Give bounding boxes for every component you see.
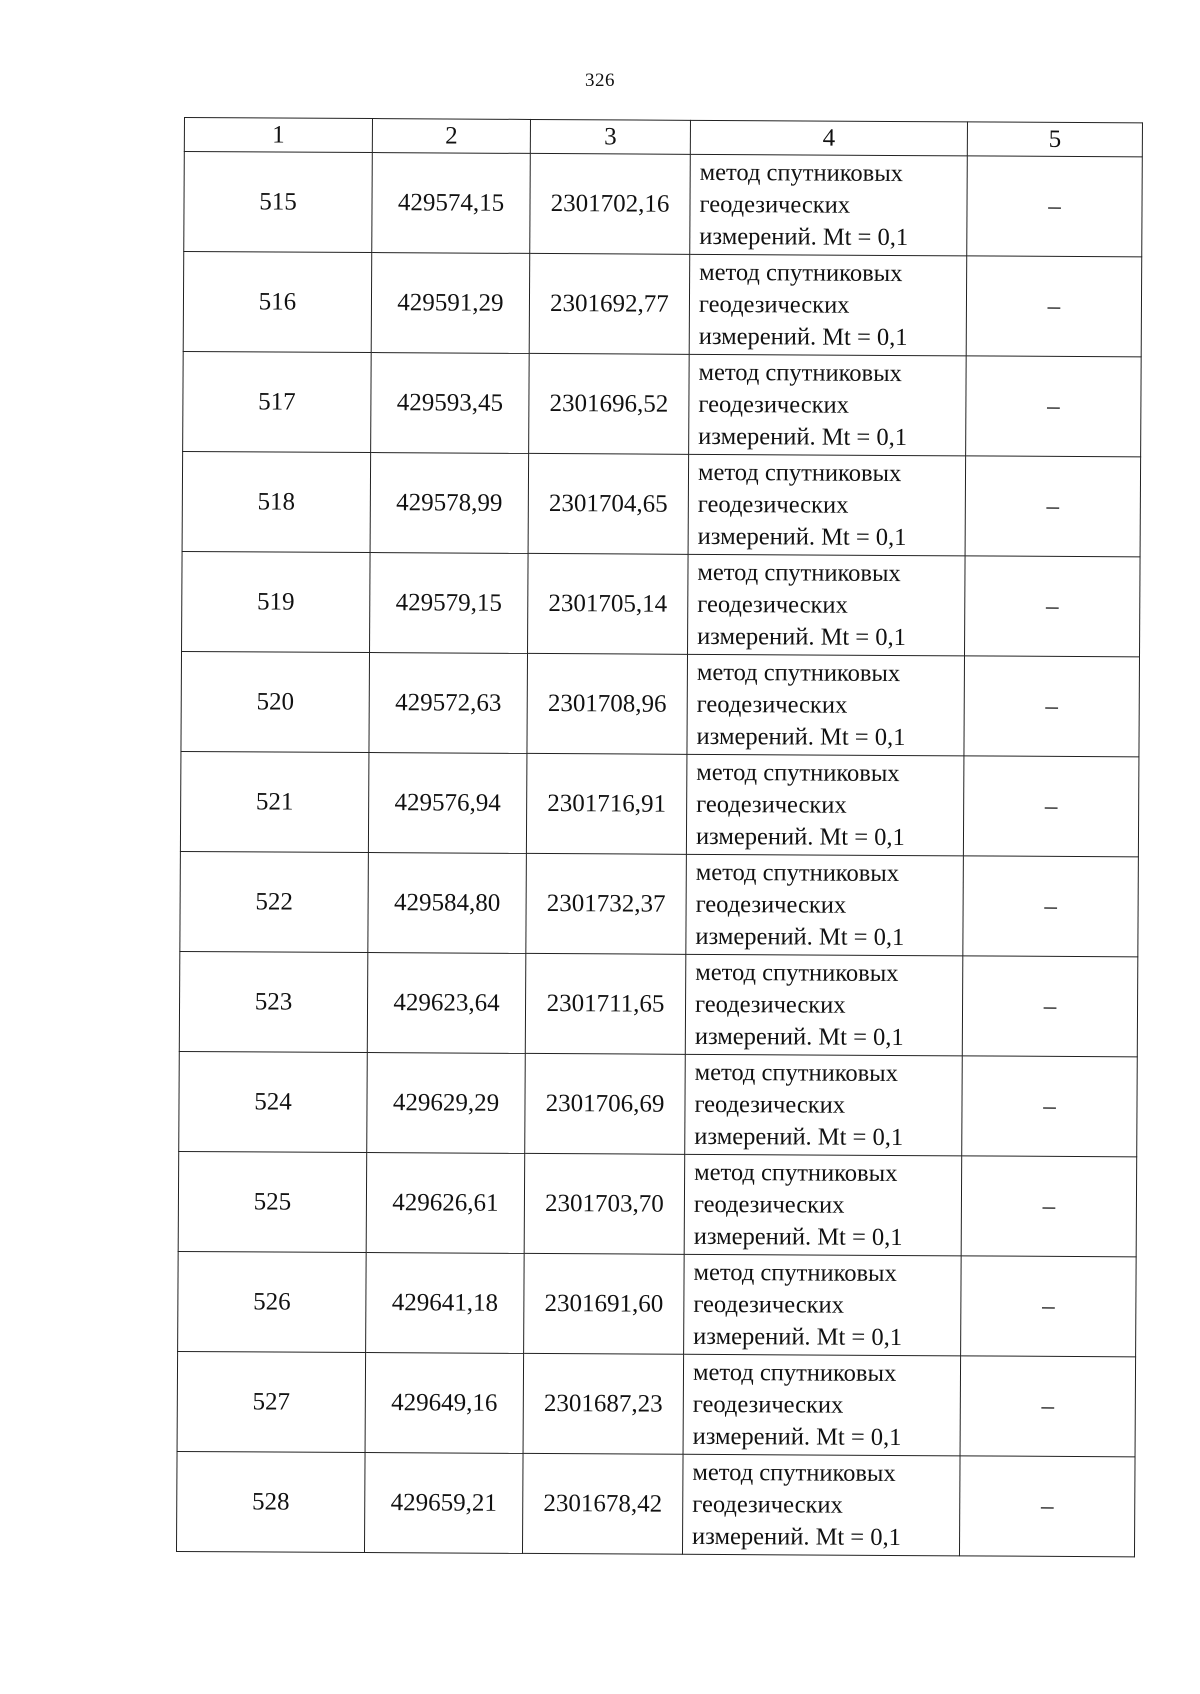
header-row (184, 118, 1142, 157)
x-coordinate-cell: 429623,64 (367, 953, 526, 1054)
method-line: измерений. Mt = 0,1 (699, 222, 909, 251)
method-line: измерений. Mt = 0,1 (693, 1222, 903, 1251)
method-line: метод спутниковых (697, 558, 901, 587)
point-number-cell: 516 (183, 252, 372, 353)
x-coordinate-cell: 429629,29 (367, 1053, 526, 1154)
x-coordinate-cell: 429649,16 (365, 1353, 524, 1454)
method-line: измерений. Mt = 0,1 (696, 722, 906, 751)
y-coordinate-cell: 2301708,96 (527, 653, 688, 754)
method-line: метод спутниковых (697, 458, 902, 487)
header-cell-2: 2 (372, 119, 530, 154)
y-coordinate-cell: 2301691,60 (524, 1253, 685, 1354)
header-cell-1: 1 (184, 118, 372, 153)
y-coordinate-cell: 2301696,52 (529, 353, 690, 454)
x-coordinate-cell: 429578,99 (370, 453, 529, 554)
method-cell (682, 1454, 960, 1556)
method-line: геодезических (696, 790, 847, 819)
header-cell-3: 3 (530, 119, 690, 154)
method-line: метод спутниковых (699, 258, 903, 287)
method-line: измерений. Mt = 0,1 (695, 822, 905, 851)
method-cell (685, 954, 963, 1056)
method-line: измерений. Mt = 0,1 (692, 1522, 901, 1551)
method-line: измерений. Mt = 0,1 (698, 322, 908, 351)
note-cell: – (961, 1156, 1137, 1257)
x-coordinate-cell: 429591,29 (371, 253, 530, 354)
x-coordinate-cell: 429576,94 (368, 753, 527, 854)
method-line: геодезических (693, 1290, 844, 1319)
table-row (184, 152, 1143, 257)
point-number-cell: 527 (177, 1351, 366, 1452)
method-line: геодезических (698, 390, 850, 419)
method-cell (687, 654, 965, 756)
note-cell: – (962, 1056, 1138, 1157)
method-line: измерений. Mt = 0,1 (694, 1022, 904, 1051)
y-coordinate-cell: 2301705,14 (528, 553, 689, 654)
point-number-cell: 517 (183, 351, 372, 452)
method-cell (684, 1154, 962, 1256)
y-coordinate-cell: 2301704,65 (528, 453, 689, 554)
method-line: геодезических (692, 1390, 844, 1419)
note-cell: – (959, 1456, 1135, 1557)
table-row (177, 1351, 1136, 1456)
y-coordinate-cell: 2301711,65 (525, 953, 686, 1054)
coordinates-table-container (176, 117, 1143, 1557)
table-row (179, 951, 1138, 1056)
method-line: метод спутниковых (696, 758, 900, 787)
method-line: геодезических (694, 990, 846, 1019)
point-number-cell: 518 (182, 451, 371, 552)
point-number-cell: 515 (184, 152, 373, 253)
y-coordinate-cell: 2301692,77 (529, 253, 690, 354)
method-line: геодезических (697, 490, 849, 519)
method-cell (684, 1254, 962, 1356)
note-cell: – (964, 656, 1140, 757)
y-coordinate-cell: 2301687,23 (523, 1353, 684, 1454)
table-row (180, 751, 1139, 856)
point-number-cell: 520 (181, 651, 370, 752)
method-line: метод спутниковых (698, 358, 902, 387)
table-row (183, 351, 1142, 456)
table-row (180, 851, 1139, 956)
page-number: 326 (585, 70, 615, 91)
method-line: измерений. Mt = 0,1 (698, 422, 908, 451)
method-line: метод спутниковых (692, 1358, 897, 1387)
header-cell-5: 5 (967, 122, 1142, 157)
note-cell: – (965, 556, 1141, 657)
note-cell: – (960, 1356, 1136, 1457)
method-cell (688, 554, 966, 656)
method-line: метод спутниковых (694, 1158, 898, 1187)
x-coordinate-cell: 429579,15 (370, 553, 529, 654)
method-line: метод спутниковых (696, 658, 901, 687)
method-line: измерений. Mt = 0,1 (697, 522, 907, 551)
x-coordinate-cell: 429659,21 (364, 1453, 523, 1554)
y-coordinate-cell: 2301706,69 (525, 1053, 686, 1154)
method-cell (688, 454, 966, 556)
method-cell (685, 1054, 963, 1156)
method-cell (690, 154, 968, 256)
x-coordinate-cell: 429641,18 (366, 1253, 525, 1354)
note-cell: – (966, 356, 1142, 457)
x-coordinate-cell: 429574,15 (372, 153, 531, 254)
note-cell: – (967, 156, 1143, 257)
method-line: измерений. Mt = 0,1 (697, 622, 906, 651)
method-line: метод спутниковых (692, 1458, 896, 1487)
table-body (176, 152, 1142, 1557)
method-line: геодезических (696, 690, 848, 719)
y-coordinate-cell: 2301703,70 (524, 1153, 685, 1254)
point-number-cell: 519 (182, 551, 371, 652)
method-line: метод спутниковых (693, 1258, 897, 1287)
note-cell: – (965, 456, 1141, 557)
method-line: геодезических (695, 890, 847, 919)
table-header (184, 118, 1142, 157)
x-coordinate-cell: 429572,63 (369, 653, 528, 754)
y-coordinate-cell: 2301678,42 (522, 1453, 683, 1554)
method-line: измерений. Mt = 0,1 (694, 1122, 904, 1151)
y-coordinate-cell: 2301702,16 (530, 153, 691, 254)
coordinates-table (176, 117, 1143, 1557)
point-number-cell: 526 (178, 1251, 367, 1352)
method-cell (686, 754, 964, 856)
method-line: геодезических (694, 1090, 846, 1119)
method-cell (689, 254, 967, 356)
method-line: геодезических (693, 1190, 845, 1219)
point-number-cell: 525 (178, 1151, 367, 1252)
table-row (176, 1451, 1135, 1556)
method-line: измерений. Mt = 0,1 (693, 1322, 903, 1351)
point-number-cell: 521 (180, 751, 369, 852)
y-coordinate-cell: 2301732,37 (526, 853, 687, 954)
note-cell: – (963, 856, 1139, 957)
header-cell-4: 4 (690, 120, 967, 156)
table-row (183, 252, 1142, 357)
point-number-cell: 523 (179, 951, 368, 1052)
x-coordinate-cell: 429584,80 (368, 853, 527, 954)
method-line: геодезических (697, 590, 848, 619)
point-number-cell: 524 (179, 1051, 368, 1152)
method-line: метод спутниковых (695, 958, 899, 987)
method-line: метод спутниковых (694, 1058, 898, 1087)
note-cell: – (963, 756, 1139, 857)
method-cell (686, 854, 964, 956)
table-row (182, 551, 1141, 656)
method-line: измерений. Mt = 0,1 (695, 922, 905, 951)
note-cell: – (962, 956, 1138, 1057)
method-line: геодезических (692, 1490, 843, 1519)
table-row (181, 651, 1140, 756)
table-row (182, 451, 1141, 556)
point-number-cell: 522 (180, 851, 369, 952)
note-cell: – (966, 256, 1142, 357)
method-line: метод спутниковых (699, 158, 904, 187)
table-row (179, 1051, 1138, 1156)
table-row (178, 1251, 1137, 1356)
method-line: метод спутниковых (695, 858, 900, 887)
x-coordinate-cell: 429593,45 (371, 353, 530, 454)
method-cell (689, 354, 967, 456)
method-cell (683, 1354, 961, 1456)
method-line: геодезических (699, 190, 851, 219)
table-row (178, 1151, 1137, 1256)
point-number-cell: 528 (176, 1451, 365, 1552)
y-coordinate-cell: 2301716,91 (526, 753, 687, 854)
method-line: измерений. Mt = 0,1 (692, 1422, 902, 1451)
x-coordinate-cell: 429626,61 (366, 1153, 525, 1254)
method-line: геодезических (698, 290, 850, 319)
note-cell: – (961, 1256, 1137, 1357)
